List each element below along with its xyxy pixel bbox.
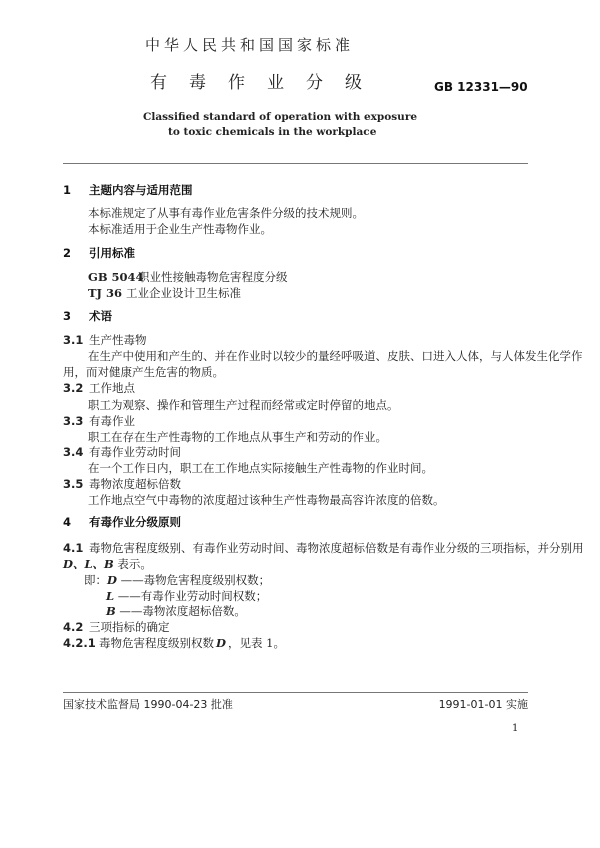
term-definition: 职工在存在生产性毒物的工作地点从事生产和劳动的作业。 <box>88 430 387 444</box>
term-definition: 在一个工作日内，职工在工作地点实际接触生产性毒物的作业时间。 <box>88 461 433 475</box>
term-heading: 3.5 毒物浓度超标倍数 <box>63 477 181 491</box>
term-heading: 3.4 有毒作业劳动时间 <box>63 445 181 459</box>
standard-code: GB 12331—90 <box>434 80 528 94</box>
org-name: 中华人民共和国国家标准 <box>145 36 355 54</box>
clause-4-1: 4.1 毒物危害程度级别、有毒作业劳动时间、毒物浓度超标倍数是有毒作业分级的三项指标，并分别用 <box>63 541 584 555</box>
term-definition: 工作地点空气中毒物的浓度超过该种生产性毒物最高容许浓度的倍数。 <box>88 493 445 507</box>
approval-date: 国家技术监督局 1990-04-23 批准 <box>63 698 233 711</box>
section-3-heading: 3 术语 <box>63 309 112 323</box>
term-definition: 用，而对健康产生危害的物质。 <box>63 365 224 379</box>
clause-4-1-cont: D、L、B 表示。 <box>63 557 152 571</box>
definition-l: L ——有毒作业劳动时间权数； <box>106 589 268 603</box>
reference-item: TJ 36 工业企业设计卫生标准 <box>88 286 241 300</box>
paragraph: 本标准适用于企业生产性毒物作业。 <box>88 222 272 236</box>
definition-d: 即：D ——毒物危害程度级别权数； <box>84 573 271 587</box>
english-title-2: to toxic chemicals in the workplace <box>168 126 377 138</box>
term-definition: 在生产中使用和产生的、并在作业时以较少的量经呼吸道、皮肤、口进入人体，与人体发生化学作 <box>88 349 583 363</box>
clause-4-2-1: 4.2.1 毒物危害程度级别权数 D ，见表 1。 <box>63 636 285 650</box>
clause-4-2: 4.2 三项指标的确定 <box>63 620 170 634</box>
term-heading: 3.1 生产性毒物 <box>63 333 147 347</box>
english-title-1: Classified standard of operation with exposure <box>143 111 418 123</box>
header-rule <box>63 163 528 164</box>
doc-title: 有毒作业分级 <box>150 73 384 93</box>
reference-item: GB 5044职业性接触毒物危害程度分级 <box>88 270 288 284</box>
term-heading: 3.3 有毒作业 <box>63 414 135 428</box>
definition-b: B ——毒物浓度超标倍数。 <box>106 604 246 618</box>
section-4-heading: 4 有毒作业分级原则 <box>63 515 181 529</box>
footer-rule <box>63 692 528 693</box>
page-number: 1 <box>512 723 519 734</box>
paragraph: 本标准规定了从事有毒作业危害条件分级的技术规则。 <box>88 206 364 220</box>
section-1-heading: 1 主题内容与适用范围 <box>63 183 193 197</box>
term-definition: 职工为观察、操作和管理生产过程而经常或定时停留的地点。 <box>88 398 399 412</box>
section-2-heading: 2 引用标准 <box>63 246 135 260</box>
effective-date: 1991-01-01 实施 <box>438 698 528 711</box>
term-heading: 3.2 工作地点 <box>63 381 135 395</box>
